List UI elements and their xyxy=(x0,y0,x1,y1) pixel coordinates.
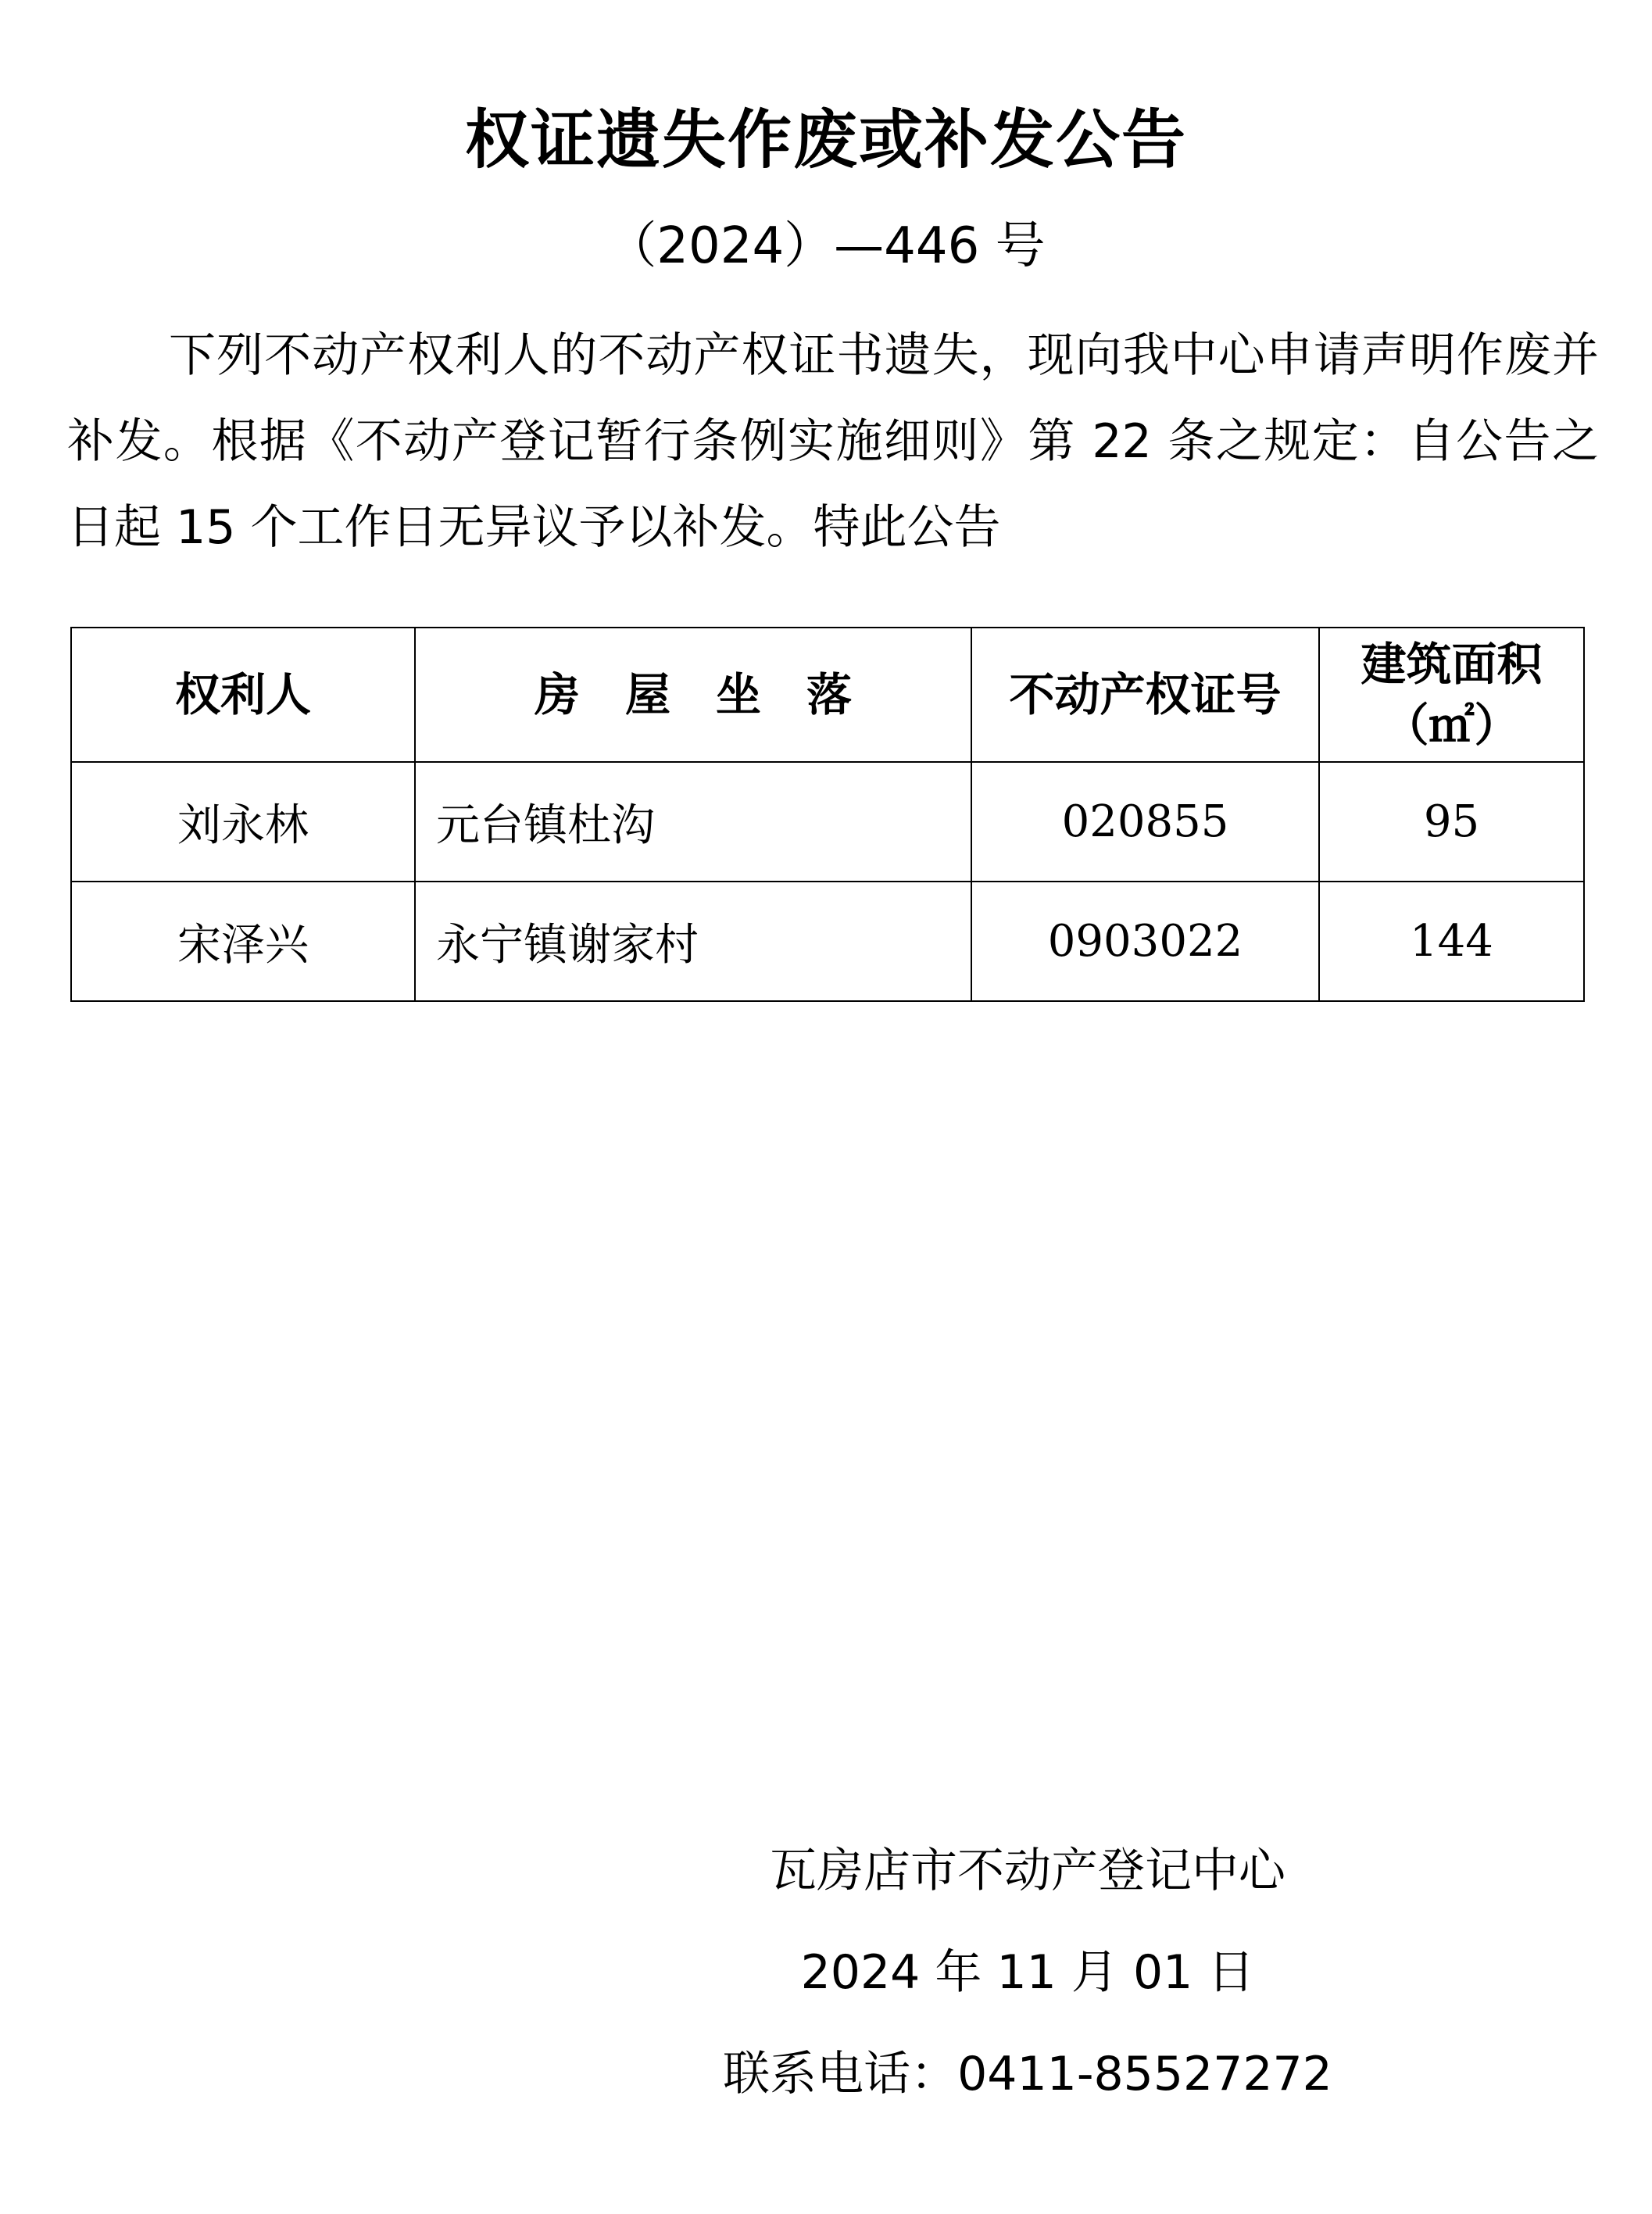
notice-body: 下列不动产权利人的不动产权证书遗失，现向我中心申请声明作废并补发。根据《不动产登记暂行条例实施细则》第 22 条之规定：自公告之日起 15 个工作日无异议予以补发。特此公告 xyxy=(67,328,1599,555)
header-location: 房 屋 坐 落 xyxy=(415,628,971,762)
issuing-organization: 瓦房店市不动产登记中心 xyxy=(770,1844,1285,1898)
header-cert-no: 不动产权证号 xyxy=(971,628,1319,762)
location-cell: 元台镇杜沟 xyxy=(415,762,971,882)
header-owner: 权利人 xyxy=(71,628,415,762)
cert-no-cell: 0903022 xyxy=(971,882,1319,1001)
table-row xyxy=(71,882,1584,1001)
cert-no-cell: 020855 xyxy=(971,762,1319,882)
document-number: （2024）—446 号 xyxy=(606,217,1046,275)
header-area-unit: （㎡） xyxy=(1383,699,1520,752)
table-header-row xyxy=(71,628,1584,762)
lost-certificate-table xyxy=(70,627,1585,1002)
area-cell: 144 xyxy=(1319,882,1584,1001)
issue-date: 2024 年 11 月 01 日 xyxy=(800,1945,1255,2000)
header-area-label: 建筑面积 xyxy=(1361,638,1543,691)
header-area xyxy=(1319,628,1584,762)
location-cell: 永宁镇谢家村 xyxy=(415,882,971,1001)
table-row xyxy=(71,762,1584,882)
notice-title: 权证遗失作废或补发公告 xyxy=(464,103,1187,177)
owner-cell: 刘永林 xyxy=(71,762,415,882)
area-cell: 95 xyxy=(1319,762,1584,882)
owner-cell: 宋泽兴 xyxy=(71,882,415,1001)
contact-phone: 联系电话：0411-85527272 xyxy=(723,2047,1332,2101)
